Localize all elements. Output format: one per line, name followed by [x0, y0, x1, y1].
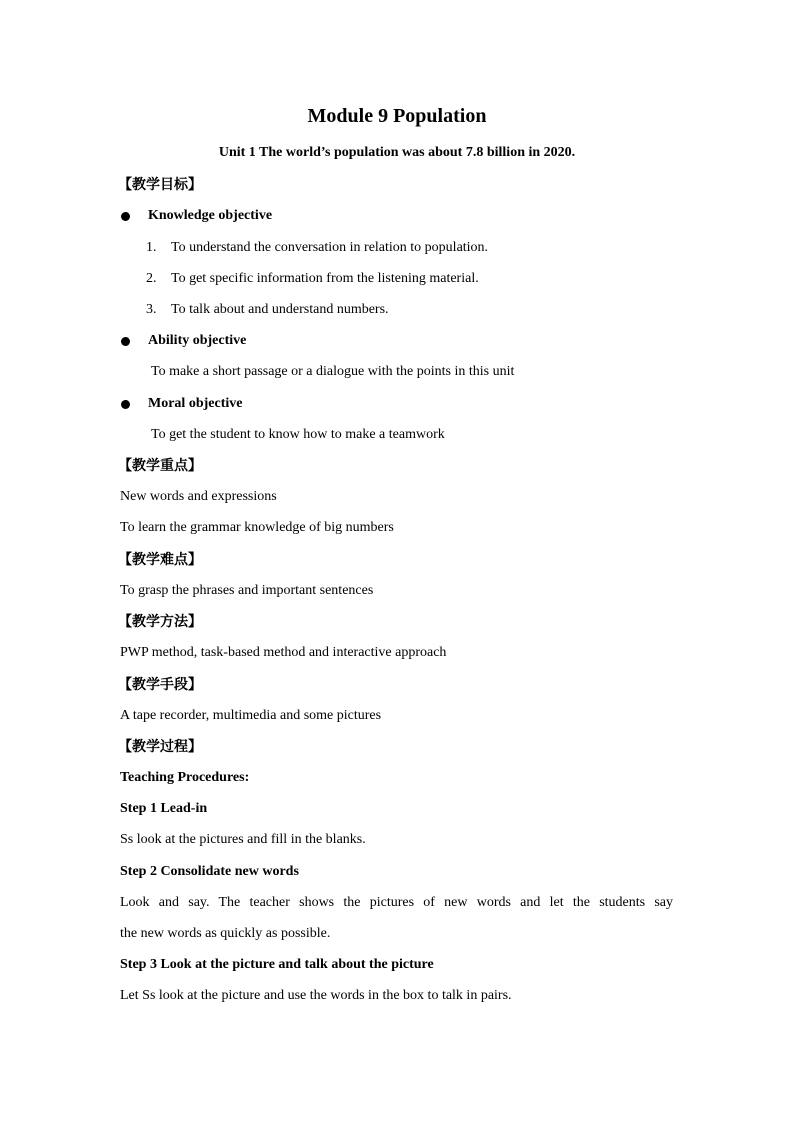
step1-heading: Step 1 Lead-in	[120, 801, 208, 816]
list-item: To understand the conversation in relation to population.	[171, 240, 489, 255]
methods-text: PWP method, task-based method and interactive approach	[120, 645, 447, 660]
section-means: 【教学手段】	[118, 677, 202, 693]
procedures-heading: Teaching Procedures:	[120, 770, 250, 785]
ability-objective-heading: Ability objective	[148, 333, 247, 348]
section-process: 【教学过程】	[118, 739, 202, 755]
list-item: To talk about and understand numbers.	[171, 302, 389, 317]
step3-heading: Step 3 Look at the picture and talk about the picture	[120, 957, 434, 972]
key-point-item: To learn the grammar knowledge of big numbers	[120, 520, 394, 535]
bullet-icon	[121, 337, 130, 346]
moral-objective-heading: Moral objective	[148, 396, 243, 411]
bullet-icon	[121, 212, 130, 221]
ability-objective-text: To make a short passage or a dialogue with the points in this unit	[151, 364, 515, 379]
page-title: Module 9 Population	[307, 105, 487, 127]
list-number: 3.	[146, 302, 157, 317]
step3-text: Let Ss look at the picture and use the words in the box to talk in pairs.	[120, 988, 512, 1003]
section-difficult-points: 【教学难点】	[118, 552, 202, 568]
section-objectives: 【教学目标】	[118, 177, 202, 193]
step2-text-line1: Look and say. The teacher shows the pictures of new words and let the students say	[120, 895, 673, 910]
page-subtitle: Unit 1 The world’s population was about 7.8 billion in 2020.	[218, 145, 576, 160]
list-item: To get specific information from the listening material.	[171, 271, 479, 286]
bullet-icon	[121, 400, 130, 409]
key-point-item: New words and expressions	[120, 489, 277, 504]
knowledge-objective-heading: Knowledge objective	[148, 208, 273, 223]
section-key-points: 【教学重点】	[118, 458, 202, 474]
step2-text-line2: the new words as quickly as possible.	[120, 926, 331, 941]
list-number: 2.	[146, 271, 157, 286]
difficult-point-text: To grasp the phrases and important sentences	[120, 583, 374, 598]
section-methods: 【教学方法】	[118, 614, 202, 630]
means-text: A tape recorder, multimedia and some pictures	[120, 708, 382, 723]
list-number: 1.	[146, 240, 157, 255]
step1-text: Ss look at the pictures and fill in the blanks.	[120, 832, 366, 847]
step2-heading: Step 2 Consolidate new words	[120, 864, 299, 879]
moral-objective-text: To get the student to know how to make a teamwork	[151, 427, 445, 442]
